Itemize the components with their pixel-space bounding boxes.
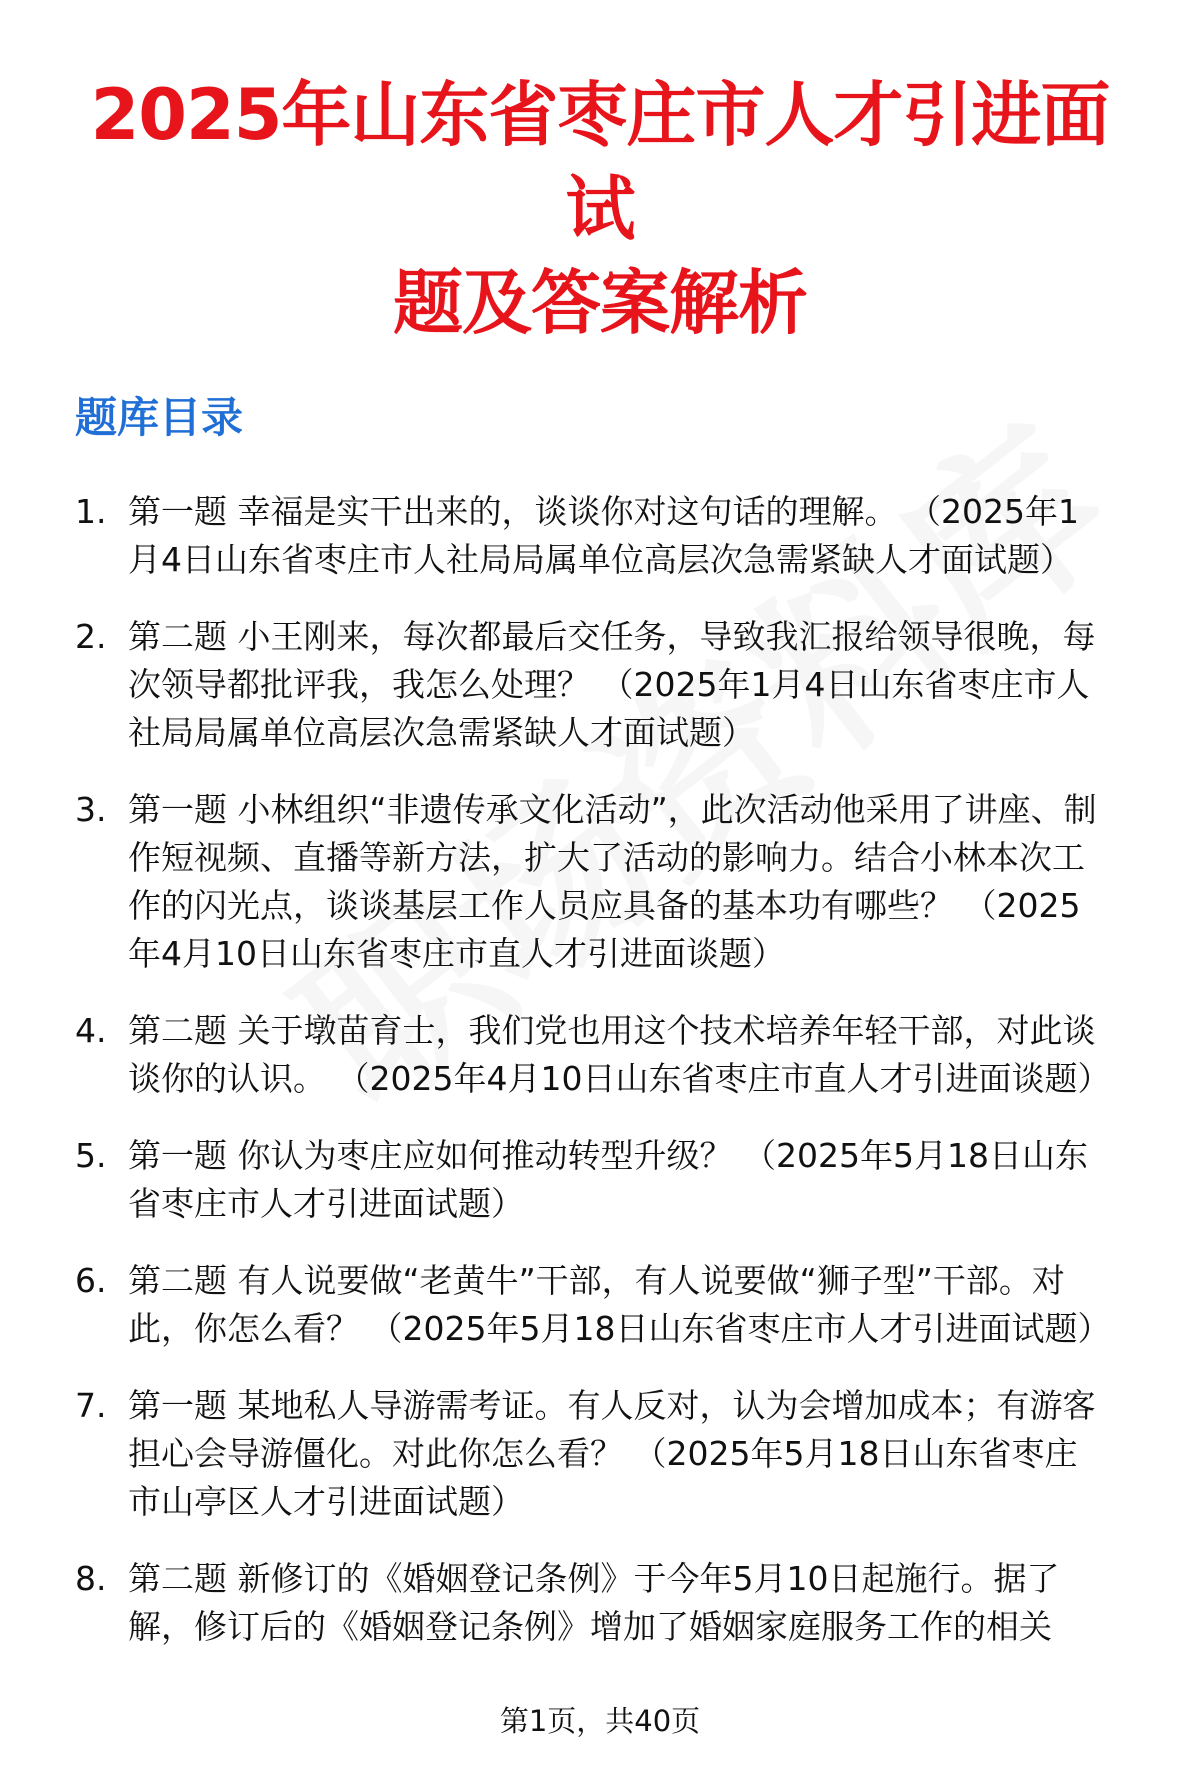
item-number: 6. xyxy=(75,1261,107,1300)
item-text: 第二题 有人说要做“老黄牛”干部，有人说要做“狮子型”干部。对此，你怎么看？ （2025年5月18日山东省枣庄市人才引进面试题） xyxy=(128,1261,1110,1348)
title-line-2: 题及答案解析 xyxy=(393,262,807,344)
question-list-wrapper xyxy=(75,448,1110,1778)
title-line-1: 2025年山东省枣庄市人才引进面试 xyxy=(90,74,1110,250)
list-item xyxy=(75,488,1110,584)
item-text: 第二题 小王刚来，每次都最后交任务，导致我汇报给领导很晚，每次领导都批评我，我怎么处理？ （2025年1月4日山东省枣庄市人社局局属单位高层次急需紧缺人才面试题） xyxy=(128,617,1096,752)
item-number: 7. xyxy=(75,1386,107,1425)
item-number: 8. xyxy=(75,1559,107,1598)
list-item xyxy=(75,613,1110,757)
item-number: 2. xyxy=(75,617,107,656)
list-item xyxy=(75,1555,1110,1651)
item-text: 第一题 小林组织“非遗传承文化活动”，此次活动他采用了讲座、制作短视频、直播等新方法，扩大了活动的影响力。结合小林本次工作的闪光点，谈谈基层工作人员应具备的基本功有哪些？ （2025年4月10日山东省枣庄市直人才引进面谈题） xyxy=(128,790,1097,973)
question-list xyxy=(75,488,1110,1651)
list-item xyxy=(75,1382,1110,1526)
item-text: 第一题 某地私人导游需考证。有人反对，认为会增加成本；有游客担心会导游僵化。对此你怎么看？ （2025年5月18日山东省枣庄市山亭区人才引进面试题） xyxy=(128,1386,1096,1521)
item-text: 第二题 关于墩苗育士，我们党也用这个技术培养年轻干部，对此谈谈你的认识。 （2025年4月10日山东省枣庄市直人才引进面谈题） xyxy=(128,1011,1110,1098)
item-number: 3. xyxy=(75,790,107,829)
item-number: 1. xyxy=(75,492,107,531)
item-number: 4. xyxy=(75,1011,107,1050)
list-item xyxy=(75,1007,1110,1103)
section-title: 题库目录 xyxy=(75,393,244,442)
item-text: 第二题 新修订的《婚姻登记条例》于今年5月10日起施行。据了解，修订后的《婚姻登记条例》增加了婚姻家庭服务工作的相关 xyxy=(128,1559,1060,1646)
page-footer: 第1页，共40页 xyxy=(499,1704,701,1738)
item-text: 第一题 你认为枣庄应如何推动转型升级？ （2025年5月18日山东省枣庄市人才引进面试题） xyxy=(128,1136,1088,1223)
list-item xyxy=(75,786,1110,978)
item-text: 第一题 幸福是实干出来的，谈谈你对这句话的理解。 （2025年1月4日山东省枣庄市人社局局属单位高层次急需紧缺人才面试题） xyxy=(128,492,1079,579)
list-item xyxy=(75,1132,1110,1228)
document-title xyxy=(75,60,1110,350)
item-number: 5. xyxy=(75,1136,107,1175)
list-item xyxy=(75,1257,1110,1353)
